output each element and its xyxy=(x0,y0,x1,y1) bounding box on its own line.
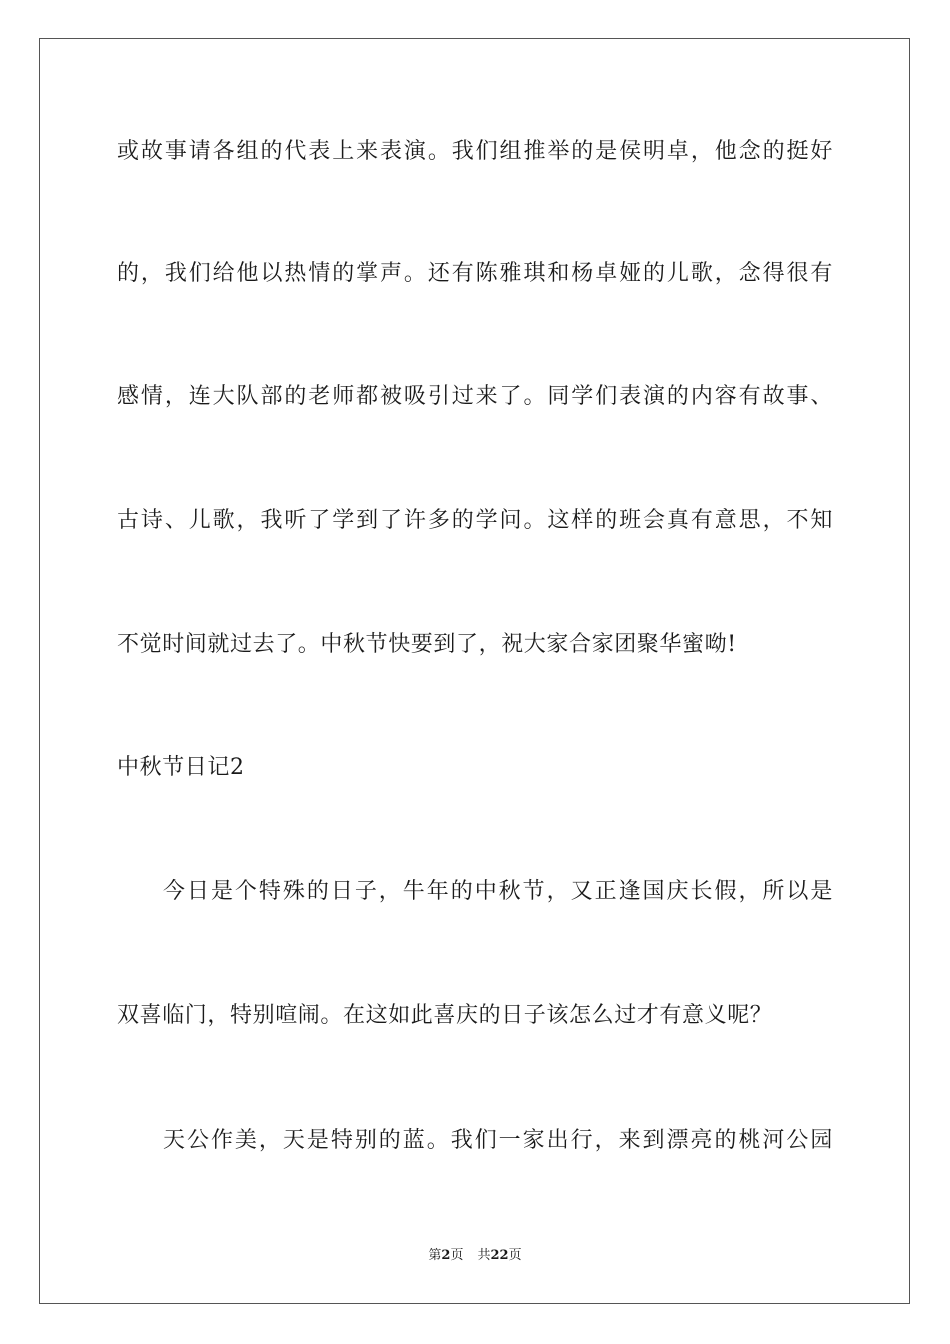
body-line-5: 不觉时间就过去了。中秋节快要到了，祝大家合家团聚华蜜呦! xyxy=(117,632,737,657)
paragraph2-line-2: 双喜临门，特别喧闹。在这如此喜庆的日子该怎么过才有意义呢？ xyxy=(117,1003,773,1028)
page-unit: 页 xyxy=(450,1248,464,1263)
total-pages: 22 xyxy=(490,1248,509,1263)
body-line-3: 感情，连大队部的老师都被吸引过来了。同学们表演的内容有故事、 xyxy=(117,384,833,409)
total-unit: 页 xyxy=(508,1248,522,1263)
page-prefix: 第 xyxy=(428,1248,442,1263)
page-footer xyxy=(0,1247,950,1265)
body-line-4: 古诗、儿歌，我听了学到了许多的学问。这样的班会真有意思，不知 xyxy=(117,508,833,533)
body-line-1: 或故事请各组的代表上来表演。我们组推举的是侯明卓，他念的挺好 xyxy=(117,139,833,164)
section-heading: 中秋节日记2 xyxy=(117,755,245,780)
total-prefix: 共 xyxy=(477,1248,491,1263)
page-number: 2 xyxy=(441,1248,451,1263)
paragraph3-line-1: 天公作美，天是特别的蓝。我们一家出行，来到漂亮的桃河公园 xyxy=(163,1128,833,1153)
paragraph2-line-1: 今日是个特殊的日子，牛年的中秋节，又正逢国庆长假，所以是 xyxy=(163,879,833,904)
page-border xyxy=(39,38,910,1304)
body-line-2: 的，我们给他以热情的掌声。还有陈雅琪和杨卓娅的儿歌，念得很有 xyxy=(117,261,833,286)
